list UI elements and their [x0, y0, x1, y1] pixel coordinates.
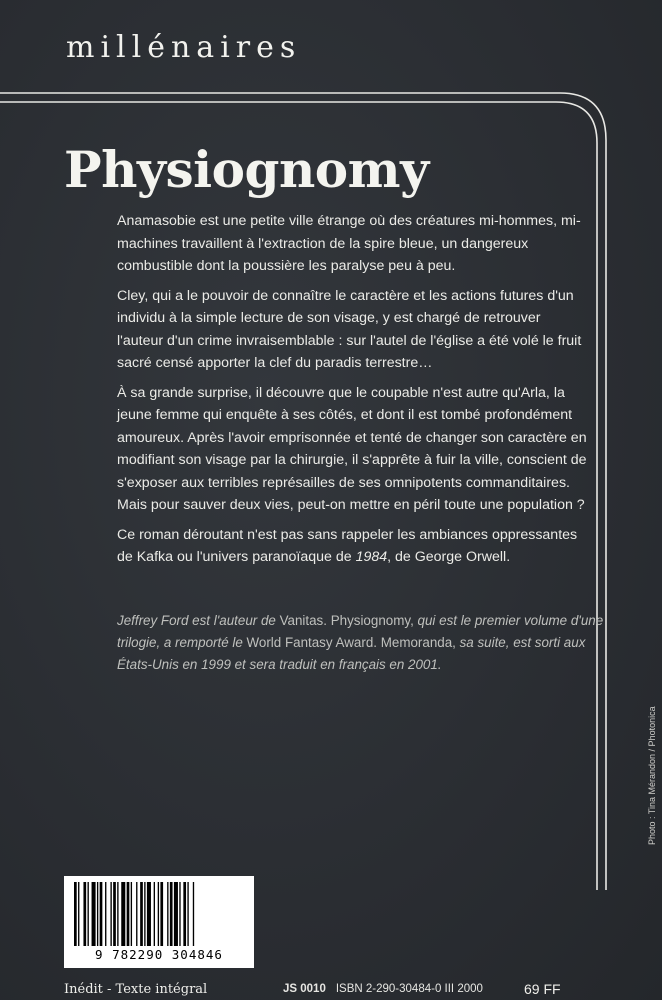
- text-emphasis: 1984: [355, 549, 388, 565]
- summary-text: [117, 210, 587, 576]
- book-title: Physiognomy: [64, 140, 429, 199]
- bio-segment: qui est le premier volume d'une trilogie, a remporté le: [117, 613, 604, 650]
- barcode-bar: [174, 882, 178, 946]
- barcode-bar: [170, 882, 173, 946]
- barcode-bar: [92, 882, 96, 946]
- bio-title: World Fantasy Award. Memoranda,: [246, 635, 456, 650]
- barcode-bar: [158, 882, 159, 946]
- barcode-bar: [147, 882, 151, 946]
- text-segment: , de George Orwell.: [387, 549, 511, 565]
- barcode-bar: [74, 882, 77, 946]
- barcode-bar: [127, 882, 130, 946]
- price: 69 FF: [524, 981, 561, 997]
- barcode-bar: [105, 882, 106, 946]
- barcode-bar: [136, 882, 137, 946]
- barcode-bar: [121, 882, 125, 946]
- barcode-bar: [78, 882, 79, 946]
- barcode-bar: [160, 882, 163, 946]
- series-name: millénaires: [66, 30, 302, 65]
- barcode-bar: [97, 882, 98, 946]
- summary-paragraph: Cley, qui a le pouvoir de connaître le caractère et les actions futures d'un individu à la simple lecture de son visage, y est chargé de retrouver l'auteur d'un crime invraisemblable : sur l'autel de l'église a été volé le fruit sacré censé apporter la clef du paradis terrestre…: [117, 287, 582, 371]
- barcode-bar: [100, 882, 103, 946]
- barcode-bar: [183, 882, 186, 946]
- barcode-bar: [131, 882, 132, 946]
- barcode-digits: 9 782290 304846: [95, 947, 223, 962]
- photo-credit: Photo : Tina Mérandon / Photonica: [647, 706, 657, 845]
- barcode-bar: [117, 882, 118, 946]
- bio-segment: sa suite, est sorti aux États-Unis en 1999 et sera traduit en français en 2001.: [117, 635, 586, 672]
- barcode: [64, 876, 254, 968]
- barcode-bar: [179, 882, 180, 946]
- barcode-bar: [154, 882, 155, 946]
- bio-segment: Jeffrey Ford est l'auteur de: [117, 613, 280, 628]
- author-bio: [117, 610, 607, 676]
- barcode-bar: [110, 882, 111, 946]
- summary-paragraph: Anamasobie est une petite ville étrange où des créatures mi-hommes, mi-machines travaillent à l'extraction de la spire bleue, un dangereux combustible dont la poussière les paralyse peu à peu.: [117, 213, 581, 274]
- barcode-bar: [144, 882, 145, 946]
- summary-paragraph-last: [117, 524, 587, 569]
- reference-line: [283, 983, 483, 995]
- barcode-bar: [167, 882, 168, 946]
- summary-paragraph: À sa grande surprise, il découvre que le coupable n'est autre qu'Arla, la jeune femme qui enquête à ses côtés, et dont il est tombé profondément amoureux. Après l'avoir emprisonnée et tenté de changer son caractère en modifiant son visage par la chirurgie, il s'apprête à fuir la ville, conscient de s'exposer aux terribles représailles de ses omnipotents commanditaires. Mais pour sauver deux vies, peut-on mettre en péril toute une population ?: [117, 384, 587, 513]
- barcode-bars: [74, 882, 244, 946]
- barcode-bar: [140, 882, 143, 946]
- series-code: JS 0010: [283, 983, 326, 995]
- barcode-bar: [193, 882, 194, 946]
- barcode-bar: [113, 882, 116, 946]
- barcode-bar: [88, 882, 89, 946]
- text-segment: Ce roman déroutant n'est pas sans rappeler les ambiances oppressantes de Kafka ou l'univers paranoïaque de: [117, 526, 578, 565]
- barcode-bar: [187, 882, 188, 946]
- bio-title: Vanitas. Physiognomy,: [279, 613, 414, 628]
- barcode-bar: [83, 882, 86, 946]
- isbn: ISBN 2-290-30484-0 III 2000: [335, 983, 483, 995]
- edition-label: Inédit - Texte intégral: [64, 982, 208, 997]
